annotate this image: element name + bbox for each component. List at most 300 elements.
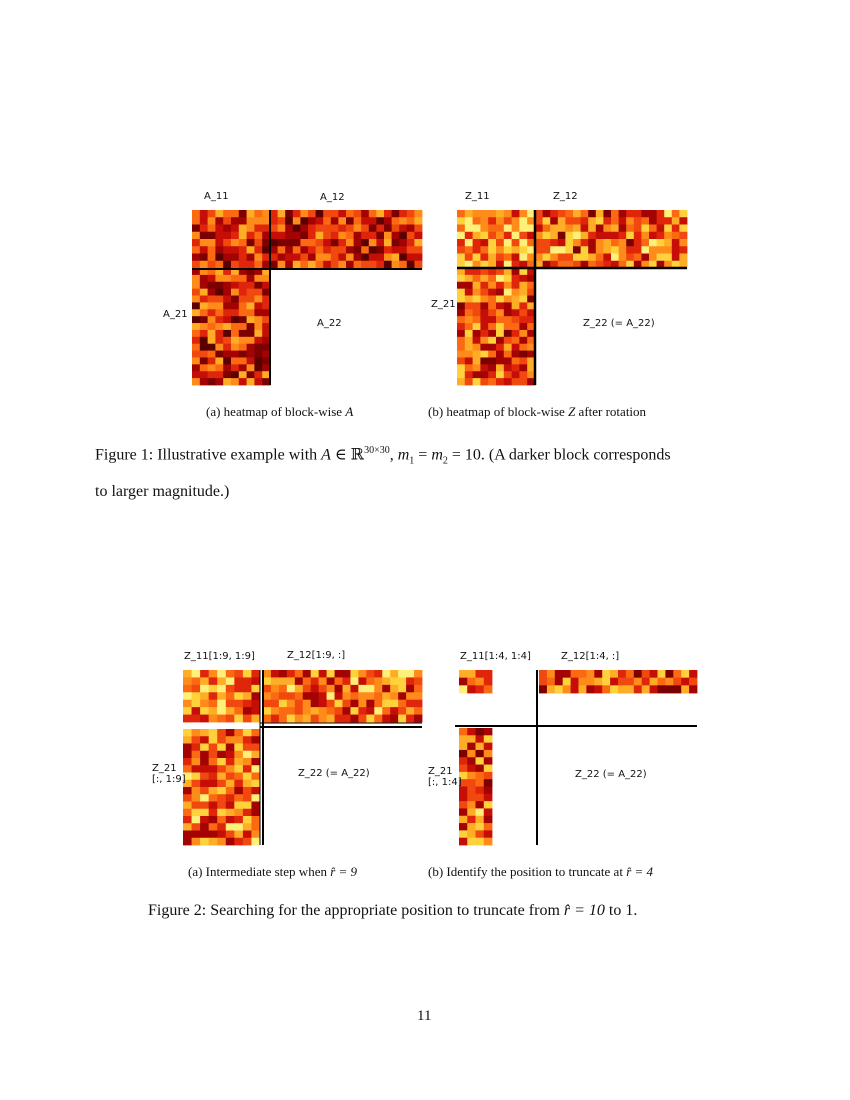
heatmap-cell-z21 (234, 794, 243, 802)
heatmap-cell-z21 (192, 809, 201, 817)
heatmap-cell-z21 (519, 330, 527, 337)
heatmap-cell-z12 (672, 239, 680, 247)
heatmap-cell-z12 (650, 678, 658, 686)
heatmap-cell-z11 (473, 254, 481, 262)
heatmap-cell-z21 (512, 275, 520, 282)
heatmap-cell-z21 (457, 289, 465, 296)
heatmap-cell-z12 (366, 670, 374, 678)
heatmap-cell-a11 (247, 261, 255, 269)
heatmap-cell-z12 (611, 217, 619, 225)
heatmap-cell-a21 (223, 344, 231, 351)
heatmap-cell-z21 (209, 787, 218, 795)
heatmap-cell-z12 (390, 715, 398, 723)
heatmap-cell-z21 (457, 316, 465, 323)
heatmap-cell-a21 (223, 337, 231, 344)
heatmap-cell-z12 (626, 678, 634, 686)
heatmap-cell-z12 (382, 715, 390, 723)
heatmap-cell-z11 (183, 685, 192, 693)
heatmap-cell-z21 (480, 296, 488, 303)
heatmap-cell-a12 (338, 232, 346, 240)
heatmap-cell-z21 (484, 823, 493, 831)
heatmap-cell-a21 (223, 351, 231, 358)
heatmap-cell-a12 (361, 239, 369, 247)
heatmap-cell-z21 (243, 758, 252, 766)
heatmap-cell-z12 (414, 670, 422, 678)
label-a22: A_22 (317, 318, 342, 329)
heatmap-cell-a21 (239, 296, 247, 303)
heatmap-cell-z12 (565, 246, 573, 254)
heatmap-cell-a11 (231, 239, 239, 247)
heatmap-cell-a21 (239, 351, 247, 358)
heatmap-cell-z21 (484, 816, 493, 824)
heatmap-cell-z21 (192, 831, 201, 839)
heatmap-cell-a12 (354, 210, 362, 218)
heatmap-cell-z12 (366, 685, 374, 693)
heatmap-cell-a11 (254, 239, 262, 247)
heatmap-cell-z21 (243, 736, 252, 744)
heatmap-cell-z12 (263, 700, 271, 708)
heatmap-cell-z21 (480, 371, 488, 378)
heatmap-cell-z12 (406, 715, 414, 723)
heatmap-cell-z11 (465, 225, 473, 233)
heatmap-cell-a11 (192, 225, 200, 233)
heatmap-cell-z21 (484, 794, 493, 802)
heatmap-cell-z21 (488, 378, 496, 385)
heatmap-cell-z11 (183, 670, 192, 678)
heatmap-cell-a12 (285, 210, 293, 218)
heatmap-cell-z12 (374, 677, 382, 685)
heatmap-cell-z11 (217, 670, 226, 678)
heatmap-cell-a12 (285, 225, 293, 233)
heatmap-cell-z21 (496, 302, 504, 309)
heatmap-cell-z21 (251, 831, 260, 839)
heatmap-cell-a21 (254, 309, 262, 316)
heatmap-cell-z12 (626, 225, 634, 233)
heatmap-cell-a21 (231, 351, 239, 358)
heatmap-cell-z11 (473, 246, 481, 254)
heatmap-cell-z12 (350, 685, 358, 693)
heatmap-cell-a11 (247, 217, 255, 225)
heatmap-cell-a12 (331, 239, 339, 247)
heatmap-cell-z21 (200, 809, 209, 817)
heatmap-cell-a21 (215, 378, 223, 385)
heatmap-cell-z11 (504, 232, 512, 240)
heatmap-cell-z21 (484, 750, 493, 758)
heatmap-cell-z12 (343, 692, 351, 700)
heatmap-cell-z12 (414, 692, 422, 700)
heatmap-cell-a21 (254, 371, 262, 378)
heatmap-cell-z21 (476, 830, 485, 838)
heatmap-cell-a12 (285, 232, 293, 240)
heatmap-cell-a11 (231, 261, 239, 269)
heatmap-cell-a21 (231, 364, 239, 371)
heatmap-cell-z21 (459, 823, 468, 831)
heatmap-cell-a12 (308, 261, 316, 269)
heatmap-cell-z11 (488, 225, 496, 233)
figure1-panel-a (160, 185, 430, 390)
heatmap-cell-z12 (311, 707, 319, 715)
heatmap-cell-z21 (519, 309, 527, 316)
heatmap-cell-z11 (251, 692, 260, 700)
heatmap-cell-a11 (254, 261, 262, 269)
heatmap-cell-z21 (465, 302, 473, 309)
heatmap-cell-z21 (496, 275, 504, 282)
heatmap-cell-z12 (366, 692, 374, 700)
label-z22: Z_22 (= A_22) (583, 318, 655, 329)
heatmap-cell-z21 (457, 364, 465, 371)
heatmap-cell-z21 (496, 378, 504, 385)
heatmap-cell-a12 (338, 261, 346, 269)
heatmap-cell-z12 (374, 707, 382, 715)
heatmap-cell-a21 (231, 344, 239, 351)
heatmap-cell-a12 (399, 246, 407, 254)
heatmap-cell-z12 (565, 217, 573, 225)
heatmap-cell-z21 (465, 296, 473, 303)
heatmap-cell-z11 (234, 677, 243, 685)
heatmap-cell-a11 (215, 261, 223, 269)
heatmap-cell-z21 (457, 282, 465, 289)
heatmap-cell-z21 (467, 816, 476, 824)
heatmap-cell-z11 (192, 677, 201, 685)
heatmap-cell-z12 (398, 670, 406, 678)
heatmap-cell-z21 (234, 787, 243, 795)
heatmap-cell-a12 (354, 225, 362, 233)
heatmap-cell-a11 (254, 217, 262, 225)
heatmap-cell-z21 (496, 296, 504, 303)
heatmap-cell-z12 (279, 700, 287, 708)
heatmap-cell-z12 (327, 670, 335, 678)
heatmap-cell-a11 (208, 239, 216, 247)
heatmap-cell-a21 (192, 275, 200, 282)
figure1-panel-b-heatmap (425, 185, 695, 390)
heatmap-cell-z12 (271, 707, 279, 715)
heatmap-cell-z12 (603, 210, 611, 218)
heatmap-cell-z21 (217, 802, 226, 810)
heatmap-cell-a11 (223, 246, 231, 254)
heatmap-cell-z11 (243, 700, 252, 708)
heatmap-cell-z12 (565, 239, 573, 247)
heatmap-cell-z11 (226, 707, 235, 715)
heatmap-cell-z21 (457, 337, 465, 344)
heatmap-cell-z12 (642, 670, 650, 678)
heatmap-cell-z11 (183, 677, 192, 685)
heatmap-cell-z12 (626, 232, 634, 240)
heatmap-cell-a12 (392, 225, 400, 233)
heatmap-cell-a21 (254, 316, 262, 323)
heatmap-cell-a12 (293, 246, 301, 254)
heatmap-cell-a12 (376, 254, 384, 262)
heatmap-cell-z21 (488, 344, 496, 351)
heatmap-cell-z21 (459, 765, 468, 773)
heatmap-cell-z21 (476, 728, 485, 736)
heatmap-cell-z21 (484, 808, 493, 816)
heatmap-cell-z21 (496, 344, 504, 351)
heatmap-cell-a21 (239, 289, 247, 296)
heatmap-cell-z21 (488, 282, 496, 289)
heatmap-cell-z12 (565, 210, 573, 218)
heatmap-cell-a12 (300, 254, 308, 262)
heatmap-cell-z11 (488, 232, 496, 240)
heatmap-cell-z21 (512, 289, 520, 296)
heatmap-cell-z12 (539, 678, 547, 686)
heatmap-cell-z21 (234, 736, 243, 744)
heatmap-cell-a12 (414, 254, 422, 262)
heatmap-cell-z12 (350, 677, 358, 685)
heatmap-cell-a11 (192, 239, 200, 247)
heatmap-cell-z21 (183, 765, 192, 773)
heatmap-cell-z12 (311, 715, 319, 723)
figure1-subcaption-a: (a) heatmap of block-wise A (206, 404, 354, 419)
heatmap-cell-z12 (602, 670, 610, 678)
heatmap-cell-z21 (488, 316, 496, 323)
heatmap-cell-z12 (657, 225, 665, 233)
heatmap-cell-a21 (231, 371, 239, 378)
heatmap-cell-z12 (295, 700, 303, 708)
heatmap-cell-a12 (323, 261, 331, 269)
heatmap-cell-a21 (231, 378, 239, 385)
heatmap-cell-a11 (247, 254, 255, 262)
heatmap-cell-a21 (254, 282, 262, 289)
heatmap-cell-z21 (504, 309, 512, 316)
heatmap-cell-z11 (512, 254, 520, 262)
heatmap-cell-z21 (480, 316, 488, 323)
heatmap-cell-a12 (316, 217, 324, 225)
heatmap-cell-a12 (369, 246, 377, 254)
heatmap-cell-z11 (200, 700, 209, 708)
heatmap-cell-a21 (200, 296, 208, 303)
heatmap-cell-z11 (473, 225, 481, 233)
heatmap-cell-z11 (465, 239, 473, 247)
heatmap-cell-z12 (414, 677, 422, 685)
heatmap-cell-z12 (303, 685, 311, 693)
heatmap-cell-z21 (457, 296, 465, 303)
heatmap-cell-z21 (488, 296, 496, 303)
heatmap-cell-a21 (200, 357, 208, 364)
heatmap-cell-z12 (664, 225, 672, 233)
heatmap-cell-a11 (200, 254, 208, 262)
heatmap-cell-z11 (192, 707, 201, 715)
heatmap-cell-z21 (476, 794, 485, 802)
heatmap-cell-z12 (343, 700, 351, 708)
heatmap-cell-a11 (223, 261, 231, 269)
heatmap-cell-a21 (239, 378, 247, 385)
heatmap-cell-z12 (366, 700, 374, 708)
heatmap-cell-z21 (209, 823, 218, 831)
heatmap-cell-z12 (565, 254, 573, 262)
heatmap-cell-a21 (208, 378, 216, 385)
heatmap-cell-z11 (496, 246, 504, 254)
heatmap-cell-a21 (192, 351, 200, 358)
heatmap-cell-a21 (254, 344, 262, 351)
heatmap-cell-z12 (657, 210, 665, 218)
heatmap-cell-a21 (254, 289, 262, 296)
heatmap-cell-z21 (251, 758, 260, 766)
heatmap-cell-z21 (488, 323, 496, 330)
heatmap-cell-a21 (254, 378, 262, 385)
heatmap-cell-z21 (467, 757, 476, 765)
heatmap-cell-z21 (226, 823, 235, 831)
heatmap-cell-a21 (239, 316, 247, 323)
heatmap-cell-a11 (231, 210, 239, 218)
heatmap-cell-z12 (603, 232, 611, 240)
heatmap-cell-z11 (519, 225, 527, 233)
heatmap-cell-z12 (271, 715, 279, 723)
heatmap-cell-z11 (512, 225, 520, 233)
heatmap-cell-z11 (217, 700, 226, 708)
heatmap-cell-z11 (192, 692, 201, 700)
heatmap-cell-z12 (366, 707, 374, 715)
heatmap-cell-a12 (270, 217, 278, 225)
heatmap-cell-z11 (496, 225, 504, 233)
heatmap-cell-z21 (504, 364, 512, 371)
heatmap-cell-z12 (679, 254, 687, 262)
heatmap-cell-z12 (382, 700, 390, 708)
heatmap-cell-a12 (354, 232, 362, 240)
heatmap-cell-z12 (263, 707, 271, 715)
heatmap-cell-z21 (200, 787, 209, 795)
heatmap-cell-a12 (293, 254, 301, 262)
heatmap-cell-z21 (473, 364, 481, 371)
heatmap-cell-z12 (594, 678, 602, 686)
heatmap-cell-z21 (504, 357, 512, 364)
heatmap-cell-a12 (346, 239, 354, 247)
heatmap-cell-z21 (459, 830, 468, 838)
heatmap-cell-z11 (243, 707, 252, 715)
heatmap-cell-z11 (226, 700, 235, 708)
heatmap-cell-z21 (192, 802, 201, 810)
heatmap-cell-z21 (226, 751, 235, 759)
heatmap-cell-z21 (488, 309, 496, 316)
heatmap-cell-a12 (399, 239, 407, 247)
heatmap-cell-z12 (382, 692, 390, 700)
heatmap-cell-z12 (634, 670, 642, 678)
heatmap-cell-a12 (414, 261, 422, 269)
heatmap-cell-z11 (488, 210, 496, 218)
heatmap-cell-a21 (208, 275, 216, 282)
heatmap-cell-z21 (496, 371, 504, 378)
heatmap-cell-z21 (183, 838, 192, 846)
heatmap-cell-z12 (596, 246, 604, 254)
heatmap-cell-z21 (243, 729, 252, 737)
heatmap-cell-z11 (480, 225, 488, 233)
heatmap-cell-a21 (247, 296, 255, 303)
heatmap-cell-a12 (308, 239, 316, 247)
heatmap-cell-z21 (519, 371, 527, 378)
heatmap-cell-a21 (192, 357, 200, 364)
heatmap-cell-a21 (239, 323, 247, 330)
heatmap-cell-z12 (558, 210, 566, 218)
heatmap-cell-z12 (271, 685, 279, 693)
heatmap-cell-a11 (208, 254, 216, 262)
heatmap-cell-z21 (457, 344, 465, 351)
heatmap-cell-z12 (596, 217, 604, 225)
heatmap-cell-z21 (496, 337, 504, 344)
label-z11-1to4: Z_11[1:4, 1:4] (460, 651, 531, 662)
heatmap-cell-z21 (209, 838, 218, 846)
heatmap-cell-a12 (399, 232, 407, 240)
heatmap-cell-z11 (467, 670, 476, 678)
heatmap-cell-z12 (689, 685, 697, 693)
heatmap-cell-z12 (319, 700, 327, 708)
heatmap-cell-z21 (465, 323, 473, 330)
heatmap-cell-a11 (192, 254, 200, 262)
heatmap-cell-z12 (588, 210, 596, 218)
heatmap-cell-a21 (208, 357, 216, 364)
heatmap-cell-z21 (234, 758, 243, 766)
heatmap-cell-z11 (251, 670, 260, 678)
heatmap-cell-z12 (619, 232, 627, 240)
heatmap-cell-z21 (209, 773, 218, 781)
heatmap-cell-a21 (200, 302, 208, 309)
heatmap-cell-a21 (223, 364, 231, 371)
heatmap-cell-z21 (192, 773, 201, 781)
heatmap-cell-z12 (650, 685, 658, 693)
heatmap-cell-z11 (519, 239, 527, 247)
heatmap-cell-z11 (243, 670, 252, 678)
heatmap-cell-z21 (476, 750, 485, 758)
figure1-subcaption-b: (b) heatmap of block-wise Z after rotation (428, 404, 647, 419)
heatmap-cell-z21 (484, 787, 493, 795)
heatmap-cell-z21 (473, 371, 481, 378)
heatmap-cell-a12 (331, 246, 339, 254)
heatmap-cell-z21 (251, 838, 260, 846)
heatmap-cell-a12 (361, 210, 369, 218)
heatmap-cell-a21 (208, 323, 216, 330)
heatmap-cell-z11 (226, 670, 235, 678)
heatmap-cell-z11 (234, 700, 243, 708)
heatmap-cell-z21 (234, 838, 243, 846)
heatmap-cell-a21 (192, 302, 200, 309)
heatmap-cell-z21 (192, 780, 201, 788)
heatmap-cell-a12 (300, 246, 308, 254)
heatmap-cell-z21 (488, 351, 496, 358)
heatmap-cell-a21 (223, 378, 231, 385)
heatmap-cell-z21 (234, 780, 243, 788)
heatmap-cell-z21 (251, 729, 260, 737)
heatmap-cell-a21 (231, 296, 239, 303)
heatmap-cell-a21 (215, 337, 223, 344)
heatmap-cell-z21 (473, 378, 481, 385)
heatmap-cell-z21 (457, 309, 465, 316)
heatmap-cell-z21 (251, 751, 260, 759)
heatmap-cell-z12 (657, 246, 665, 254)
heatmap-cell-a21 (247, 302, 255, 309)
heatmap-cell-z21 (480, 282, 488, 289)
heatmap-cell-z12 (679, 210, 687, 218)
heatmap-cell-a21 (215, 275, 223, 282)
heatmap-cell-z21 (226, 838, 235, 846)
heatmap-cell-a12 (407, 246, 415, 254)
heatmap-cell-z11 (234, 692, 243, 700)
heatmap-cell-z12 (295, 715, 303, 723)
heatmap-cell-a12 (293, 261, 301, 269)
heatmap-cell-z21 (480, 378, 488, 385)
heatmap-cell-a21 (200, 282, 208, 289)
heatmap-cell-z21 (484, 743, 493, 751)
figure2-caption: Figure 2: Searching for the appropriate position to truncate from r̂ = 10 to 1. (148, 902, 638, 919)
label-z21-line2: [:, 1:4] (428, 777, 462, 788)
heatmap-cell-z21 (473, 282, 481, 289)
heatmap-cell-a21 (192, 330, 200, 337)
heatmap-cell-z12 (596, 210, 604, 218)
heatmap-cell-a12 (270, 261, 278, 269)
heatmap-cell-z21 (473, 357, 481, 364)
heatmap-cell-z12 (641, 254, 649, 262)
heatmap-cell-z21 (480, 357, 488, 364)
heatmap-cell-z21 (473, 330, 481, 337)
heatmap-cell-z12 (641, 210, 649, 218)
heatmap-cell-a21 (200, 364, 208, 371)
